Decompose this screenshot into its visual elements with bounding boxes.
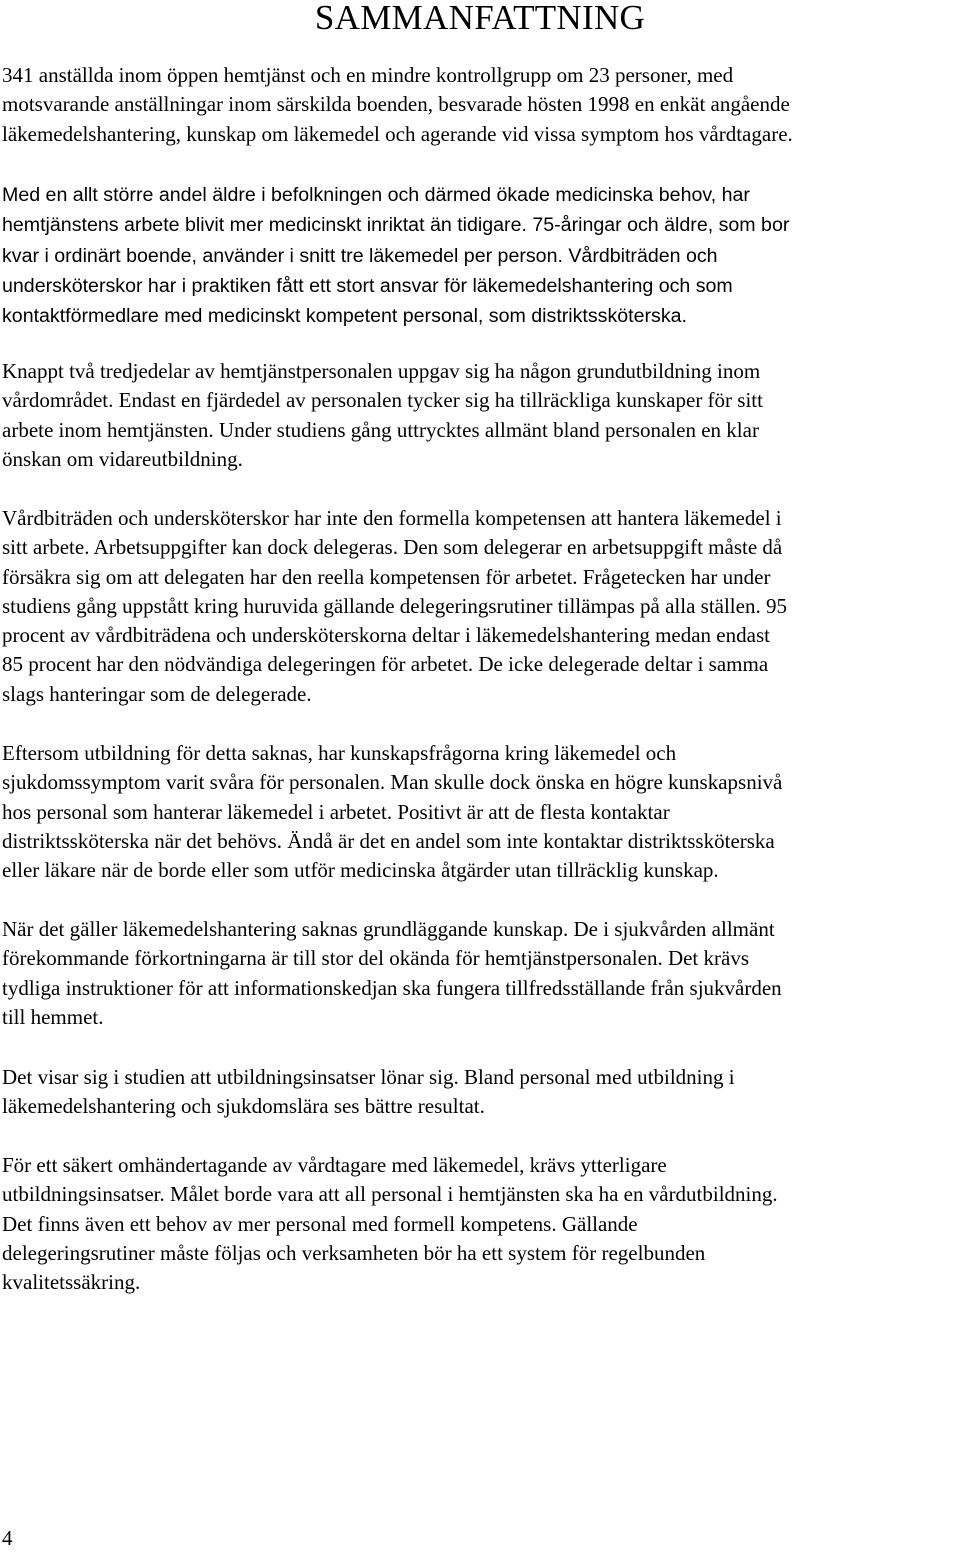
paragraph-line: till hemmet.: [2, 1004, 104, 1029]
paragraph-line: försäkra sig om att delegaten har den reella kompetensen för arbetet. Frågetecken har under: [2, 564, 771, 589]
paragraph-line: distriktssköterska när det behövs. Ändå är det en andel som inte kontaktar distriktssköterska: [2, 828, 775, 853]
paragraph-line: Det finns även ett behov av mer personal med formell kompetens. Gällande: [2, 1211, 638, 1236]
paragraph-3: [2, 357, 954, 474]
paragraph-line-text: kvar i ordinärt boende, använder i snitt tre läkemedel per person. Vårdbiträden och: [2, 244, 718, 267]
paragraph-line: procent av vårdbiträdena och undersköterskorna deltar i läkemedelshantering medan endast: [2, 623, 770, 648]
paragraph-line: kvalitetssäkring.: [2, 1270, 141, 1295]
paragraph-2: [2, 180, 954, 331]
paragraph-line-text: undersköterskor har i praktiken fått ett stort ansvar för läkemedelshantering och som: [2, 274, 733, 297]
paragraph-line: vårdområdet. Endast en fjärdedel av personalen tycker sig ha tillräckliga kunskaper för sitt: [2, 388, 763, 413]
paragraph-line: Vårdbiträden och undersköterskor har inte den formella kompetensen att hantera läkemedel i: [2, 506, 782, 530]
paragraph-line-text: kontaktförmedlare med medicinskt kompetent personal, som distriktssköterska.: [2, 305, 687, 328]
paragraph-line-text: Med en allt större andel äldre i befolkningen och därmed ökade medicinska behov, har: [2, 184, 750, 206]
paragraph-line: Knappt två tredjedelar av hemtjänstpersonalen uppgav sig ha någon grundutbildning inom: [2, 359, 761, 383]
paragraph-line: [2, 241, 954, 271]
page-title: SAMMANFATTNING: [314, 0, 646, 37]
paragraph-line: utbildningsinsatser. Målet borde vara att all personal i hemtjänsten ska ha en vårdutbildning.: [2, 1182, 778, 1207]
paragraph-6: [2, 915, 954, 1032]
paragraph-line: slags hanteringar som de delegerade.: [2, 681, 312, 706]
paragraph-line: önskan om vidareutbildning.: [2, 446, 243, 471]
paragraph-line: För ett säkert omhändertagande av vårdtagare med läkemedel, krävs ytterligare: [2, 1153, 667, 1177]
paragraph-line: studiens gång uppstått kring huruvida gällande delegeringsrutiner tillämpas på alla ställen. 95: [2, 593, 787, 618]
paragraph-line: [2, 210, 954, 240]
paragraph-line: motsvarande anställningar inom särskilda boenden, besvarade hösten 1998 en enkät angående: [2, 92, 790, 117]
paragraph-7: [2, 1063, 954, 1122]
paragraph-line-text: hemtjänstens arbete blivit mer medicinskt inriktat än tidigare. 75-åringar och äldre, som bor: [2, 214, 790, 237]
paragraph-8: [2, 1151, 954, 1297]
paragraph-line: Eftersom utbildning för detta saknas, har kunskapsfrågorna kring läkemedel och: [2, 741, 677, 765]
paragraph-line: förekommande förkortningarna är till stor del okända för hemtjänstpersonalen. Det krävs: [2, 946, 750, 971]
page-number: 4: [2, 1526, 13, 1550]
paragraph-line: Det visar sig i studien att utbildningsinsatser lönar sig. Bland personal med utbildning i: [2, 1065, 735, 1089]
paragraph-line: 85 procent har den nödvändiga delegeringen för arbetet. De icke delegerade deltar i samma: [2, 652, 769, 677]
paragraph-line: sjukdomssymptom varit svåra för personalen. Man skulle dock önska en högre kunskapsnivå: [2, 770, 783, 795]
paragraph-line: läkemedelshantering, kunskap om läkemedel och agerande vid vissa symptom hos vårdtagare.: [2, 121, 793, 146]
paragraph-line: [2, 180, 954, 210]
paragraph-line: läkemedelshantering och sjukdomslära ses bättre resultat.: [2, 1094, 485, 1119]
paragraph-line: [2, 271, 954, 301]
paragraph-line: sitt arbete. Arbetsuppgifter kan dock delegeras. Den som delegerar en arbetsuppgift måste då: [2, 535, 783, 560]
paragraph-5: [2, 739, 954, 885]
paragraph-line: arbete inom hemtjänsten. Under studiens gång uttrycktes allmänt bland personalen en klar: [2, 417, 759, 442]
paragraph-line: eller läkare när de borde eller som utför medicinska åtgärder utan tillräcklig kunskap.: [2, 858, 719, 883]
paragraph-line: [2, 301, 954, 331]
paragraph-line: delegeringsrutiner måste följas och verksamheten bör ha ett system för regelbunden: [2, 1240, 706, 1265]
paragraph-line: När det gäller läkemedelshantering saknas grundläggande kunskap. De i sjukvården allmänt: [2, 917, 775, 941]
paragraph-line: hos personal som hanterar läkemedel i arbetet. Positivt är att de flesta kontaktar: [2, 799, 670, 824]
paragraph-line: 341 anställda inom öppen hemtjänst och en mindre kontrollgrupp om 23 personer, med: [2, 63, 734, 87]
paragraph-4: [2, 504, 954, 709]
paragraph-1: [2, 61, 954, 149]
paragraph-line: tydliga instruktioner för att informationskedjan ska fungera tillfredsställande från sjukvården: [2, 975, 782, 1000]
